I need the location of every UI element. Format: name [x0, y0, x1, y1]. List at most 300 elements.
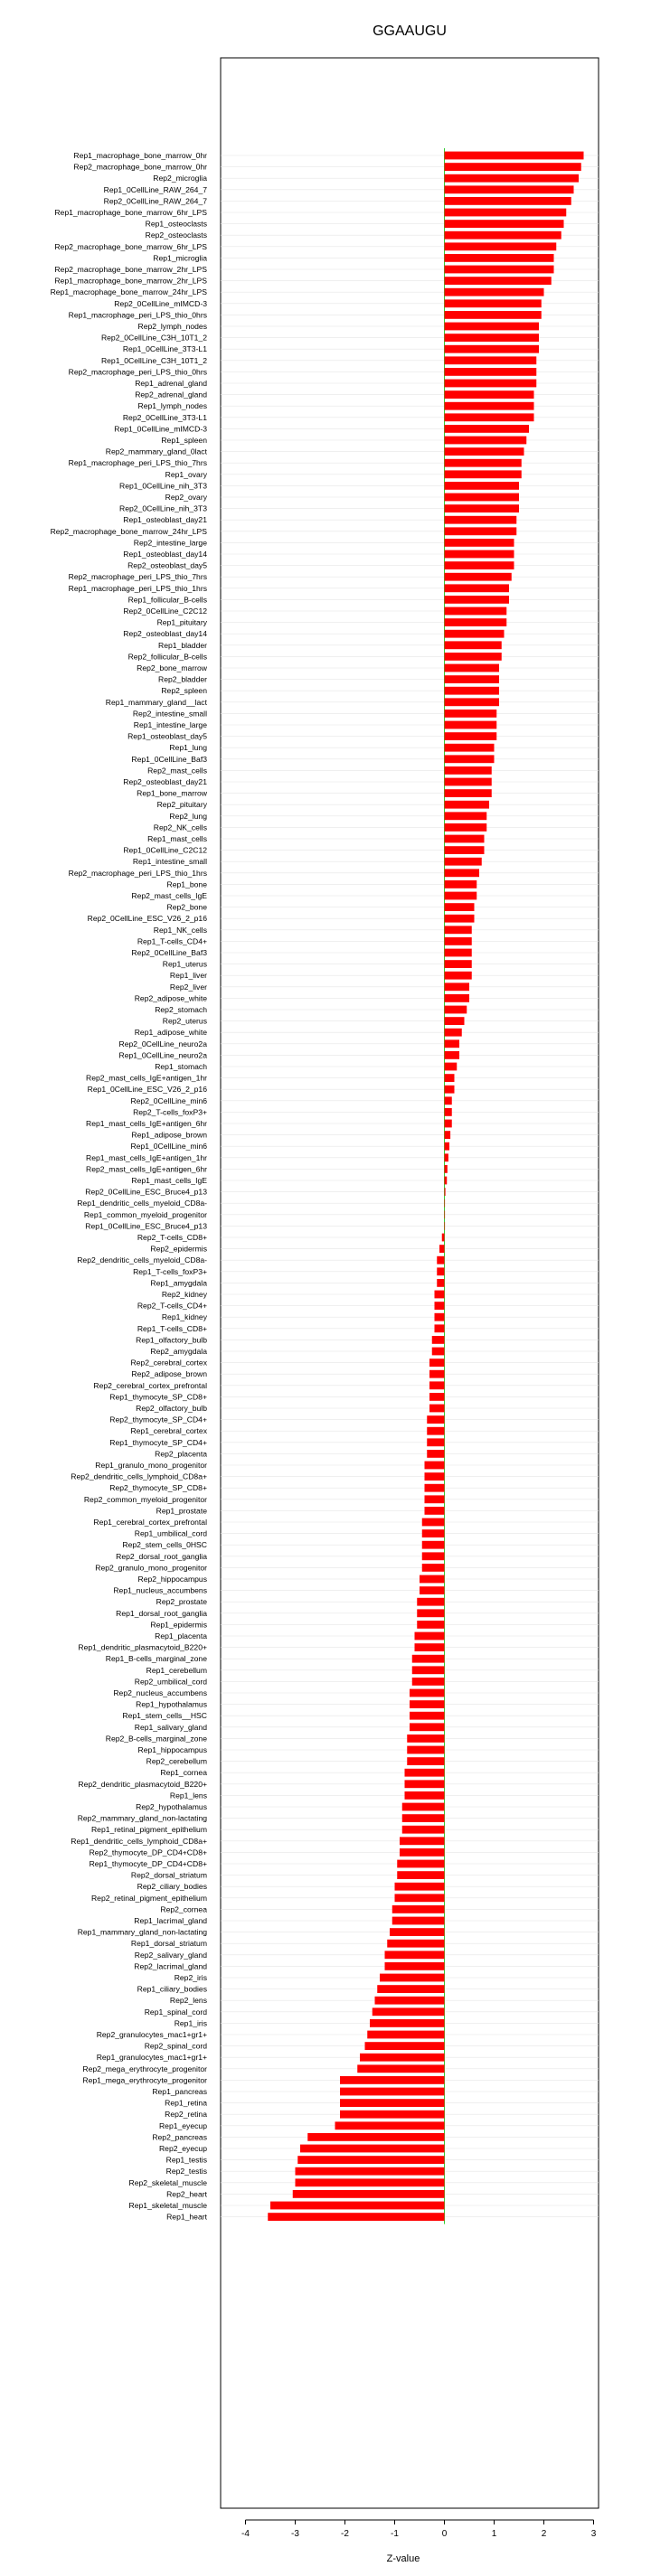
bar	[445, 618, 507, 626]
category-label: Rep1_thymocyte_SP_CD8+	[109, 1392, 207, 1402]
category-label: Rep2_iris	[174, 1973, 207, 1982]
category-label: Rep1_salivary_gland	[134, 1722, 207, 1732]
category-label: Rep1_intestine_large	[133, 720, 207, 729]
category-label: Rep2_amygdala	[150, 1347, 207, 1356]
bar	[407, 1735, 444, 1743]
bar	[427, 1438, 444, 1446]
bar	[445, 345, 540, 353]
category-label: Rep1_heart	[166, 2212, 207, 2222]
bar	[445, 459, 522, 467]
category-label: Rep2_T-cells_CD4+	[137, 1301, 207, 1311]
category-label: Rep1_epidermis	[150, 1620, 207, 1630]
bar	[410, 1689, 445, 1697]
category-label: Rep1_B-cells_marginal_zone	[105, 1654, 207, 1664]
category-label: Rep2_bladder	[158, 674, 207, 684]
category-label: Rep1_ovary	[165, 469, 207, 479]
category-label: Rep2_granulocytes_mac1+gr1+	[96, 2030, 207, 2039]
category-label: Rep2_osteoblast_day21	[123, 777, 207, 786]
category-label: Rep2_heart	[166, 2189, 207, 2199]
bar	[445, 174, 580, 183]
category-label: Rep2_placenta	[155, 1449, 207, 1459]
bar	[405, 1791, 445, 1800]
bar	[445, 1153, 448, 1161]
category-label: Rep2_mast_cells	[147, 766, 207, 776]
bar	[407, 1757, 444, 1765]
bar	[405, 1780, 445, 1788]
bar	[445, 494, 520, 502]
category-label: Rep1_mammary_gland_non-lactating	[77, 1927, 207, 1937]
bar	[445, 220, 564, 228]
bar	[445, 231, 561, 240]
bar	[445, 994, 470, 1002]
bar	[445, 1108, 452, 1116]
bar	[445, 425, 530, 433]
bar	[365, 2042, 445, 2050]
category-label: Rep1_prostate	[156, 1506, 207, 1516]
bar	[429, 1405, 445, 1413]
bar	[296, 2178, 445, 2186]
category-label: Rep2_0CellLine_min6	[130, 1095, 207, 1105]
bar	[268, 2213, 444, 2221]
category-label: Rep2_macrophage_peri_LPS_thio_7hrs	[68, 572, 207, 582]
category-label: Rep1_cerebral_cortex_prefrontal	[93, 1518, 207, 1527]
category-label: Rep2_umbilical_cord	[134, 1677, 207, 1687]
bar	[445, 1017, 465, 1025]
category-label: Rep2_thymocyte_DP_CD4+CD8+	[89, 1847, 207, 1857]
category-label: Rep2_mast_cells_IgE+antigen_6hr	[85, 1164, 207, 1174]
category-label: Rep1_adrenal_gland	[135, 379, 207, 388]
category-label: Rep1_dorsal_root_ganglia	[116, 1608, 207, 1618]
bar	[445, 698, 500, 706]
category-label: Rep1_macrophage_peri_LPS_thio_1hrs	[68, 583, 207, 593]
bar	[422, 1529, 445, 1537]
category-label: Rep2_common_myeloid_progenitor	[83, 1494, 207, 1504]
category-label: Rep1_hippocampus	[137, 1745, 207, 1754]
bar	[445, 413, 534, 421]
category-label: Rep2_dorsal_root_ganglia	[116, 1551, 207, 1561]
category-label: Rep1_0CellLine_C2C12	[123, 845, 207, 855]
bar	[445, 926, 472, 934]
category-label: Rep1_retinal_pigment_epithelium	[90, 1825, 207, 1835]
bar	[427, 1450, 444, 1458]
category-label: Rep1_0CellLine_mIMCD-3	[114, 424, 207, 434]
bar	[445, 960, 472, 968]
category-label: Rep1_mega_erythrocyte_progenitor	[82, 2075, 207, 2085]
x-tick-label: -4	[241, 2529, 250, 2539]
category-label: Rep1_mast_cells_IgE+antigen_1hr	[85, 1152, 207, 1162]
category-label: Rep2_macrophage_bone_marrow_0hr	[73, 162, 207, 172]
category-label: Rep2_spleen	[161, 686, 207, 696]
bar	[445, 846, 485, 854]
bar	[410, 1700, 445, 1708]
bar	[395, 1883, 445, 1891]
bar	[445, 972, 472, 980]
category-label: Rep1_ciliary_bodies	[137, 1984, 207, 1994]
category-label: Rep1_osteoblast_day21	[123, 515, 207, 525]
bar	[445, 242, 557, 250]
bar	[445, 266, 554, 274]
bar	[445, 277, 552, 285]
bar	[445, 1006, 467, 1014]
category-label: Rep2_liver	[169, 982, 207, 992]
bar	[427, 1427, 444, 1435]
x-axis-label: Z-value	[386, 2553, 420, 2564]
bar	[437, 1256, 444, 1264]
category-label: Rep2_cerebral_cortex_prefrontal	[93, 1380, 207, 1390]
bar	[445, 607, 507, 616]
category-label: Rep1_0CellLine_ESC_Bruce4_p13	[85, 1221, 207, 1231]
bar	[437, 1279, 444, 1287]
category-label: Rep2_lung	[169, 811, 207, 821]
bar	[425, 1484, 445, 1492]
bar	[307, 2133, 444, 2141]
category-label: Rep2_0CellLine_mIMCD-3	[114, 298, 207, 308]
bar	[435, 1291, 445, 1299]
bar	[445, 402, 534, 410]
category-label: Rep1_cerebellum	[146, 1665, 207, 1675]
bar	[390, 1928, 445, 1936]
category-label: Rep1_eyecup	[158, 2120, 207, 2130]
category-label: Rep2_cerebellum	[146, 1756, 207, 1766]
bar	[445, 311, 542, 319]
category-label: Rep1_retina	[165, 2098, 207, 2108]
category-label: Rep2_dorsal_striatum	[130, 1870, 207, 1880]
bar	[293, 2190, 445, 2198]
bar	[445, 630, 505, 638]
bar	[405, 1769, 445, 1777]
category-label: Rep2_follicular_B-cells	[127, 652, 207, 662]
x-tick-label: 0	[441, 2529, 448, 2539]
bar	[445, 664, 500, 672]
category-label: Rep2_retinal_pigment_epithelium	[90, 1893, 207, 1903]
category-label: Rep2_macrophage_bone_marrow_2hr_LPS	[54, 265, 207, 274]
category-label: Rep2_thymocyte_SP_CD8+	[109, 1483, 207, 1493]
bar	[445, 778, 492, 786]
bar	[387, 1940, 444, 1948]
category-label: Rep2_granulo_mono_progenitor	[95, 1563, 207, 1573]
bar	[410, 1723, 445, 1731]
category-label: Rep2_pituitary	[156, 800, 207, 810]
category-label: Rep2_0CellLine_C3H_10T1_2	[100, 333, 207, 343]
bar	[442, 1234, 445, 1242]
category-label: Rep2_epidermis	[150, 1244, 207, 1254]
category-label: Rep2_hypothalamus	[136, 1802, 207, 1811]
category-label: Rep2_mast_cells_IgE+antigen_1hr	[85, 1073, 207, 1083]
bar	[445, 516, 517, 524]
category-label: Rep2_cornea	[160, 1904, 207, 1914]
category-label: Rep1_follicular_B-cells	[127, 595, 207, 605]
bar	[445, 1096, 452, 1105]
bar	[402, 1814, 445, 1822]
bar	[445, 744, 495, 752]
category-label: Rep1_cerebral_cortex	[130, 1426, 207, 1436]
x-tick-label: 2	[541, 2529, 547, 2539]
bar	[432, 1348, 445, 1356]
bar	[445, 254, 554, 262]
category-label: Rep1_thymocyte_DP_CD4+CD8+	[89, 1859, 207, 1868]
bar	[445, 209, 567, 217]
category-label: Rep2_olfactory_bulb	[136, 1404, 207, 1413]
bar	[429, 1359, 445, 1367]
x-axis	[241, 2520, 597, 2539]
category-label: Rep1_pancreas	[152, 2087, 207, 2096]
bar	[445, 185, 574, 193]
bar	[445, 447, 524, 456]
category-label: Rep1_uterus	[162, 959, 207, 969]
bar	[445, 356, 537, 364]
category-label: Rep1_liver	[169, 971, 207, 981]
category-label: Rep1_bone	[166, 879, 207, 889]
category-label: Rep2_mega_erythrocyte_progenitor	[82, 2064, 207, 2073]
bar	[422, 1552, 445, 1560]
bar	[397, 1871, 444, 1879]
category-label: Rep1_microglia	[153, 253, 207, 263]
category-label: Rep2_uterus	[162, 1016, 207, 1026]
bar	[445, 573, 512, 581]
bar	[445, 596, 510, 604]
bar	[445, 732, 497, 740]
category-label: Rep2_nucleus_accumbens	[113, 1688, 207, 1697]
bar	[445, 550, 514, 559]
category-label: Rep2_0CellLine_ESC_Bruce4_p13	[85, 1187, 207, 1197]
bar	[422, 1518, 445, 1527]
x-tick-label: 1	[491, 2529, 497, 2539]
bar	[427, 1415, 444, 1424]
category-label: Rep2_adipose_white	[134, 993, 207, 1003]
category-label: Rep2_eyecup	[158, 2144, 207, 2153]
category-label: Rep2_B-cells_marginal_zone	[105, 1734, 207, 1744]
bar	[445, 880, 477, 888]
bar	[445, 1074, 455, 1082]
bar	[400, 1837, 445, 1845]
bar	[367, 2031, 444, 2039]
bar	[380, 1974, 445, 1982]
bar	[429, 1393, 445, 1401]
category-label: Rep2_lens	[169, 1996, 207, 2006]
category-label: Rep1_granulo_mono_progenitor	[95, 1461, 207, 1470]
category-label: Rep1_spleen	[161, 436, 207, 445]
category-label: Rep2_intestine_small	[132, 709, 207, 719]
category-label: Rep2_osteoblast_day14	[123, 629, 207, 639]
bar	[357, 2064, 444, 2073]
category-label: Rep1_0CellLine_neuro2a	[118, 1050, 207, 1060]
category-label: Rep2_osteoblast_day5	[127, 560, 207, 570]
bar	[335, 2121, 445, 2129]
x-tick-label: -3	[291, 2529, 299, 2539]
bar	[425, 1495, 445, 1503]
bar	[445, 482, 520, 490]
category-label: Rep1_NK_cells	[153, 925, 207, 935]
bar	[445, 789, 492, 797]
bar	[445, 163, 581, 171]
bar	[435, 1313, 445, 1321]
bar	[445, 869, 480, 877]
bar	[445, 892, 477, 900]
category-label: Rep1_0CellLine_min6	[130, 1142, 207, 1152]
category-label: Rep1_mammary_gland__lact	[105, 697, 207, 707]
category-label: Rep2_hippocampus	[137, 1575, 207, 1584]
category-label: Rep1_iris	[174, 2018, 207, 2028]
category-label: Rep1_lymph_nodes	[137, 401, 207, 411]
category-label: Rep1_0CellLine_Baf3	[131, 754, 207, 764]
category-label: Rep2_ovary	[165, 493, 207, 502]
category-label: Rep2_ciliary_bodies	[137, 1882, 207, 1892]
category-label: Rep2_bone_marrow	[137, 663, 207, 672]
category-label: Rep2_lacrimal_gland	[134, 1961, 207, 1971]
bar	[445, 323, 540, 331]
category-label: Rep1_nucleus_accumbens	[113, 1585, 207, 1595]
bar	[397, 1860, 444, 1868]
chart-title: GGAAUGU	[373, 24, 447, 39]
category-label: Rep1_pituitary	[156, 617, 207, 627]
category-label: Rep1_T-cells_CD4+	[137, 936, 207, 946]
category-label: Rep2_macrophage_peri_LPS_thio_0hrs	[68, 367, 207, 377]
x-tick-label: 3	[590, 2529, 597, 2539]
category-label: Rep1_0CellLine_ESC_V26_2_p16	[87, 1085, 207, 1095]
category-label: Rep1_osteoblast_day5	[127, 731, 207, 741]
bar	[445, 368, 537, 376]
category-label: Rep1_kidney	[161, 1312, 207, 1322]
category-label: Rep2_pancreas	[152, 2132, 207, 2142]
category-label: Rep1_stomach	[155, 1062, 207, 1071]
bar	[417, 1621, 444, 1629]
bar	[445, 380, 537, 388]
bar	[445, 903, 475, 911]
x-tick-label: -1	[391, 2529, 399, 2539]
category-label: Rep2_dendritic_plasmacytoid_B220+	[78, 1779, 207, 1789]
bar	[445, 1210, 446, 1218]
bar	[385, 1951, 445, 1959]
bar	[445, 1222, 446, 1230]
category-label: Rep2_skeletal_muscle	[128, 2177, 207, 2187]
bar	[445, 1086, 455, 1094]
bar	[445, 823, 487, 832]
bar	[432, 1336, 445, 1344]
bar	[445, 1142, 450, 1151]
category-label: Rep1_thymocyte_SP_CD4+	[109, 1437, 207, 1447]
bar	[445, 755, 495, 763]
category-label: Rep1_macrophage_peri_LPS_thio_0hrs	[68, 310, 207, 320]
category-label: Rep1_intestine_small	[132, 857, 207, 867]
category-label: Rep2_mammary_gland_0lact	[105, 447, 207, 456]
category-label: Rep1_placenta	[155, 1631, 207, 1641]
bar	[445, 1131, 451, 1139]
category-label: Rep1_T-cells_CD8+	[137, 1323, 207, 1333]
category-label: Rep1_adipose_brown	[131, 1130, 207, 1140]
bar	[445, 801, 490, 809]
bar	[300, 2145, 445, 2153]
bar	[445, 675, 500, 683]
bar	[425, 1472, 445, 1481]
bar	[445, 1177, 448, 1185]
category-label: Rep2_0CellLine_Baf3	[131, 948, 207, 957]
bar	[445, 1063, 458, 1071]
category-label: Rep2_cerebral_cortex	[130, 1358, 207, 1368]
category-label: Rep2_microglia	[153, 174, 207, 183]
bar	[340, 2111, 445, 2119]
category-label: Rep2_prostate	[156, 1597, 207, 1607]
bar	[429, 1381, 445, 1389]
bar	[445, 641, 502, 649]
bar	[360, 2054, 445, 2062]
category-label: Rep1_0CellLine_C3H_10T1_2	[100, 355, 207, 365]
category-label: Rep1_dorsal_striatum	[130, 1939, 207, 1949]
bar	[445, 949, 472, 957]
category-label: Rep2_NK_cells	[153, 823, 207, 832]
bar	[407, 1746, 444, 1754]
bar	[445, 1120, 452, 1128]
bar	[445, 504, 520, 512]
category-label: Rep1_mast_cells_IgE	[131, 1176, 207, 1185]
category-label: Rep2_salivary_gland	[134, 1950, 207, 1960]
bar	[445, 584, 510, 592]
category-label: Rep2_dendritic_cells_myeloid_CD8a-	[77, 1255, 207, 1265]
category-label: Rep1_lens	[169, 1791, 207, 1800]
bar	[395, 1894, 445, 1902]
x-tick-label: -2	[341, 2529, 349, 2539]
bar	[437, 1267, 444, 1275]
category-label: Rep2_0CellLine_nih_3T3	[119, 503, 207, 513]
bar	[340, 2088, 445, 2096]
category-labels	[51, 151, 208, 2222]
category-label: Rep1_dendritic_cells_lymphoid_CD8a+	[71, 1836, 207, 1846]
bar	[425, 1462, 445, 1470]
category-label: Rep1_adipose_white	[134, 1028, 207, 1038]
bars	[268, 152, 583, 2221]
bar	[297, 2156, 444, 2164]
category-label: Rep2_adipose_brown	[131, 1369, 207, 1379]
category-label: Rep1_lacrimal_gland	[134, 1916, 207, 1925]
bar	[340, 2076, 445, 2084]
bar	[435, 1302, 445, 1310]
bar	[445, 561, 514, 569]
bar	[445, 812, 487, 820]
category-label: Rep1_dendritic_plasmacytoid_B220+	[78, 1642, 207, 1652]
bar	[422, 1541, 445, 1549]
bar	[400, 1848, 445, 1857]
category-label: Rep1_0CellLine_3T3-L1	[122, 344, 207, 354]
category-label: Rep1_0CellLine_RAW_264_7	[103, 184, 207, 194]
bar	[445, 1199, 446, 1208]
category-label: Rep2_stomach	[155, 1005, 207, 1014]
bar	[445, 766, 492, 775]
category-label: Rep2_osteoclasts	[145, 230, 207, 240]
category-label: Rep2_macrophage_bone_marrow_24hr_LPS	[50, 526, 207, 536]
category-label: Rep1_amygdala	[150, 1278, 207, 1288]
category-label: Rep2_retina	[165, 2110, 207, 2120]
category-label: Rep2_mast_cells_IgE	[131, 891, 207, 900]
category-label: Rep2_T-cells_foxP3+	[133, 1107, 207, 1117]
bar	[445, 1039, 460, 1048]
category-label: Rep2_0CellLine_C2C12	[123, 606, 207, 616]
category-label: Rep2_lymph_nodes	[137, 322, 207, 331]
bar	[402, 1803, 445, 1811]
category-label: Rep1_hypothalamus	[136, 1699, 207, 1709]
category-label: Rep1_macrophage_peri_LPS_thio_7hrs	[68, 458, 207, 468]
bar	[415, 1643, 445, 1651]
category-label: Rep1_umbilical_cord	[134, 1528, 207, 1538]
category-label: Rep1_bladder	[158, 640, 207, 650]
category-label: Rep1_testis	[165, 2155, 207, 2165]
category-label: Rep2_T-cells_CD8+	[137, 1233, 207, 1242]
bar	[445, 1165, 448, 1173]
category-label: Rep2_stem_cells_0HSC	[122, 1540, 207, 1550]
category-label: Rep2_0CellLine_RAW_264_7	[103, 196, 207, 206]
bar	[445, 710, 497, 718]
bar	[415, 1632, 445, 1641]
bar	[445, 1051, 460, 1059]
bar	[445, 687, 500, 695]
